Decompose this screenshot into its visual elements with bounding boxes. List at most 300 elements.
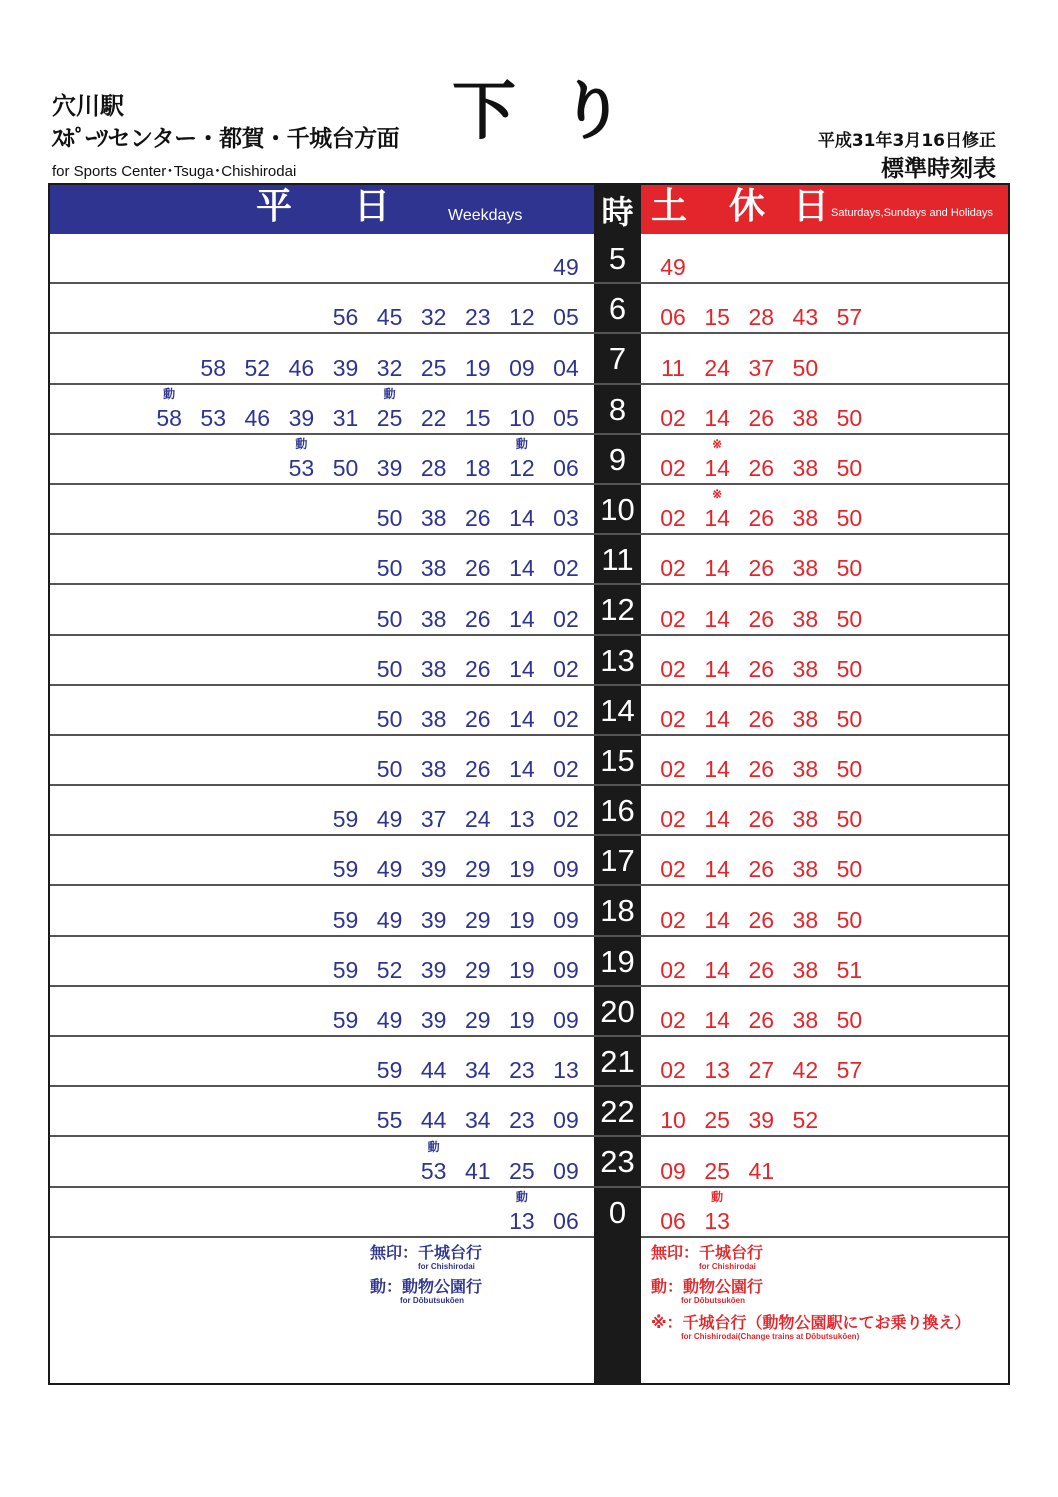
weekday-minute xyxy=(544,1107,588,1133)
minute-value: 02 xyxy=(660,756,686,783)
minute-value: 25 xyxy=(509,1157,535,1184)
minute-value: 09 xyxy=(553,1157,579,1184)
weekday-minute xyxy=(500,1057,544,1083)
holiday-minute xyxy=(739,455,783,481)
holiday-minute xyxy=(783,907,827,933)
minute-value: 09 xyxy=(553,1107,579,1134)
minute-value: 28 xyxy=(420,454,447,481)
weekday-minute xyxy=(500,505,544,531)
holiday-minute xyxy=(739,606,783,632)
holiday-minutes xyxy=(651,254,695,280)
minute-value: 28 xyxy=(748,304,775,331)
minute-value: 26 xyxy=(464,505,491,532)
weekday-minute xyxy=(412,756,456,782)
minute-value: 50 xyxy=(836,555,863,582)
hour-row xyxy=(50,284,1008,334)
minute-value: 52 xyxy=(244,354,271,381)
weekday-minutes xyxy=(323,304,588,330)
holiday-minute xyxy=(739,856,783,882)
minute-value: 50 xyxy=(376,756,403,783)
minute-value: 06 xyxy=(660,304,686,331)
hour-cell: 11 xyxy=(594,535,641,583)
minute-value: 32 xyxy=(420,304,447,331)
holiday-minute xyxy=(827,555,871,581)
weekday-minutes xyxy=(368,505,588,531)
minute-value: 14 xyxy=(704,505,730,532)
holiday-minute xyxy=(651,856,695,882)
minute-value: 26 xyxy=(748,505,775,532)
holiday-minute xyxy=(783,355,827,381)
hour-cell: 10 xyxy=(594,485,641,533)
holiday-minute xyxy=(739,505,783,531)
weekday-minute xyxy=(412,706,456,732)
legend-text: 無印：千城台行 xyxy=(370,1243,483,1262)
weekday-minute xyxy=(368,606,412,632)
holiday-minutes xyxy=(651,355,827,381)
holiday-minute xyxy=(783,806,827,832)
holiday-minute xyxy=(827,706,871,732)
timetable-type: 標準時刻表 xyxy=(881,156,996,182)
holiday-minute xyxy=(739,1158,783,1184)
minute-value: 38 xyxy=(792,605,819,632)
minute-mark: ※ xyxy=(712,436,723,451)
holiday-minute xyxy=(739,555,783,581)
hour-cell: 6 xyxy=(594,284,641,332)
minute-value: 43 xyxy=(792,304,819,331)
minute-value: 51 xyxy=(836,956,863,983)
hour-cell: 15 xyxy=(594,736,641,784)
holiday-minute xyxy=(695,555,739,581)
weekday-minute xyxy=(500,957,544,983)
holiday-minute xyxy=(783,1007,827,1033)
minute-value: 50 xyxy=(836,605,863,632)
minute-value: 37 xyxy=(748,354,775,381)
holiday-minute xyxy=(783,706,827,732)
hour-row xyxy=(50,1037,1008,1087)
minute-value: 50 xyxy=(836,756,863,783)
minute-value: 26 xyxy=(464,555,491,582)
minute-value: 10 xyxy=(509,404,535,431)
minute-value: 59 xyxy=(332,806,359,833)
minute-value: 25 xyxy=(420,354,447,381)
minute-value: 26 xyxy=(748,705,775,732)
minute-mark: 動 xyxy=(427,1139,440,1154)
weekday-minute xyxy=(544,405,588,431)
minute-value: 02 xyxy=(553,806,579,833)
minute-value: 25 xyxy=(704,1157,730,1184)
hour-row xyxy=(50,334,1008,384)
hour-row xyxy=(50,686,1008,736)
minute-value: 24 xyxy=(704,354,730,381)
minute-value: 53 xyxy=(200,404,226,431)
weekday-minute xyxy=(412,405,456,431)
weekday-minutes xyxy=(323,856,588,882)
holiday-minute xyxy=(827,304,871,330)
holiday-minute xyxy=(695,1189,739,1234)
minute-value: 38 xyxy=(420,655,447,682)
weekday-minute xyxy=(323,304,367,330)
minute-value: 09 xyxy=(553,1007,579,1033)
minute-value: 25 xyxy=(704,1107,730,1134)
hour-header: 時 xyxy=(594,185,641,234)
holiday-minute xyxy=(695,856,739,882)
holiday-minute xyxy=(827,806,871,832)
weekday-minutes xyxy=(544,254,588,280)
minute-value: 23 xyxy=(509,1107,535,1134)
minute-value: 50 xyxy=(836,655,863,682)
timetable-rows xyxy=(50,234,1008,1238)
legend-sub: for Chishirodai xyxy=(699,1262,756,1271)
holiday-legend-3 xyxy=(651,1314,971,1342)
weekday-minute xyxy=(500,1189,544,1234)
minute-value: 15 xyxy=(464,404,491,431)
weekday-minute xyxy=(544,505,588,531)
hour-row xyxy=(50,636,1008,686)
holiday-minutes xyxy=(651,555,871,581)
weekday-minute xyxy=(235,405,279,431)
weekday-minute xyxy=(544,1057,588,1083)
minute-value: 42 xyxy=(792,1057,819,1084)
minute-value: 14 xyxy=(509,756,535,783)
weekday-minute xyxy=(544,555,588,581)
holiday-minute xyxy=(827,856,871,882)
hour-row xyxy=(50,1137,1008,1187)
holiday-minutes xyxy=(651,806,871,832)
weekday-minute xyxy=(500,806,544,832)
minute-value: 31 xyxy=(332,404,359,431)
minute-value: 02 xyxy=(553,705,579,732)
weekday-minute xyxy=(412,1107,456,1133)
minute-value: 02 xyxy=(660,806,686,833)
holiday-minute xyxy=(827,455,871,481)
holiday-minute xyxy=(827,907,871,933)
minute-value: 26 xyxy=(464,605,491,632)
weekday-minute xyxy=(456,1007,500,1033)
weekday-minute xyxy=(368,907,412,933)
holiday-minute xyxy=(651,907,695,933)
minute-value: 50 xyxy=(836,1007,863,1033)
weekday-minute xyxy=(412,806,456,832)
minute-value: 53 xyxy=(288,454,315,481)
minute-value: 14 xyxy=(704,956,730,983)
minute-value: 27 xyxy=(748,1057,775,1084)
weekday-minute xyxy=(544,1158,588,1184)
minute-value: 38 xyxy=(792,956,819,983)
holiday-minute xyxy=(739,806,783,832)
minute-value: 50 xyxy=(376,555,403,582)
weekday-minute xyxy=(456,555,500,581)
minute-value: 19 xyxy=(509,906,535,933)
weekday-minutes xyxy=(368,656,588,682)
weekday-minutes xyxy=(368,756,588,782)
weekday-minute xyxy=(368,1057,412,1083)
minute-value: 55 xyxy=(376,1107,403,1134)
holiday-minute xyxy=(739,907,783,933)
holiday-minute xyxy=(695,1107,739,1133)
minute-value: 34 xyxy=(464,1057,491,1084)
weekday-minutes xyxy=(147,386,588,431)
minute-value: 11 xyxy=(661,354,685,381)
station-name: 穴川駅 xyxy=(52,92,124,120)
minute-value: 13 xyxy=(509,806,535,833)
minute-value: 50 xyxy=(836,906,863,933)
minute-value: 59 xyxy=(376,1057,403,1084)
minute-value: 32 xyxy=(376,354,403,381)
minute-value: 50 xyxy=(836,806,863,833)
weekday-minutes xyxy=(323,957,588,983)
legend-text: 動：動物公園行 xyxy=(651,1277,764,1296)
minute-value: 26 xyxy=(748,454,775,481)
holiday-minutes xyxy=(651,756,871,782)
minute-value: 38 xyxy=(792,404,819,431)
hour-row xyxy=(50,1087,1008,1137)
hour-cell: 0 xyxy=(594,1188,641,1236)
weekday-minutes xyxy=(500,1189,588,1234)
minute-value: 14 xyxy=(509,555,535,582)
minute-value: 26 xyxy=(748,1007,775,1033)
weekday-minute xyxy=(500,606,544,632)
minute-value: 38 xyxy=(792,505,819,532)
holiday-minutes xyxy=(651,1158,783,1184)
weekday-minute xyxy=(368,1007,412,1033)
hour-row xyxy=(50,736,1008,786)
minute-value: 25 xyxy=(376,404,403,431)
weekday-minute xyxy=(456,856,500,882)
minute-value: 29 xyxy=(464,1007,491,1033)
weekday-minute xyxy=(500,1007,544,1033)
holiday-minutes xyxy=(651,1107,827,1133)
holiday-minute xyxy=(783,756,827,782)
minute-value: 02 xyxy=(660,555,686,582)
weekday-minute xyxy=(368,1107,412,1133)
minute-mark: 動 xyxy=(383,386,396,401)
minute-value: 52 xyxy=(376,956,403,983)
weekday-header-char-2: 日 xyxy=(354,186,391,227)
holiday-minute xyxy=(651,606,695,632)
minute-value: 03 xyxy=(553,505,579,532)
minute-value: 38 xyxy=(792,806,819,833)
weekday-header-char-1: 平 xyxy=(256,186,293,227)
holiday-minute xyxy=(739,656,783,682)
holiday-minute xyxy=(695,706,739,732)
weekday-minute xyxy=(544,1007,588,1033)
hour-cell: 21 xyxy=(594,1037,641,1085)
minute-value: 26 xyxy=(464,655,491,682)
minute-value: 14 xyxy=(704,605,730,632)
holiday-minute xyxy=(695,487,739,532)
weekday-minute xyxy=(500,304,544,330)
weekday-minute xyxy=(368,505,412,531)
minute-value: 02 xyxy=(660,655,686,682)
minute-value: 38 xyxy=(420,505,447,532)
holiday-minute xyxy=(827,405,871,431)
weekday-minute xyxy=(412,1139,456,1184)
minute-value: 39 xyxy=(748,1107,775,1134)
holiday-minute xyxy=(827,756,871,782)
minute-value: 02 xyxy=(660,404,686,431)
holiday-header xyxy=(641,185,1008,234)
holiday-minute xyxy=(783,606,827,632)
minute-value: 02 xyxy=(553,605,579,632)
holiday-minute xyxy=(783,856,827,882)
destination-label-en: for Sports Center･Tsuga･Chishirodai xyxy=(52,163,297,180)
legend-sub: for Chishirodai(Change trains at Dōbutsukōen) xyxy=(681,1332,860,1341)
holiday-minute xyxy=(827,606,871,632)
minute-value: 02 xyxy=(660,705,686,732)
minute-value: 49 xyxy=(376,1007,403,1033)
minute-value: 50 xyxy=(836,404,863,431)
holiday-minute xyxy=(651,1057,695,1083)
weekday-minute xyxy=(368,386,412,431)
weekday-minute xyxy=(500,706,544,732)
weekday-minutes xyxy=(368,606,588,632)
weekday-minute xyxy=(368,355,412,381)
weekday-minute xyxy=(544,355,588,381)
holiday-minute xyxy=(651,405,695,431)
holiday-minute xyxy=(783,1057,827,1083)
minute-value: 19 xyxy=(464,354,491,381)
weekday-minute xyxy=(500,405,544,431)
revision-date: 平成31年3月16日修正 xyxy=(817,131,996,151)
weekday-minute xyxy=(147,386,191,431)
weekday-minute xyxy=(456,505,500,531)
hour-column-filler xyxy=(594,1236,641,1383)
minute-value: 26 xyxy=(748,806,775,833)
minute-value: 37 xyxy=(420,806,447,833)
weekday-minute xyxy=(456,806,500,832)
minute-value: 26 xyxy=(748,404,775,431)
holiday-minute xyxy=(651,656,695,682)
holiday-minute xyxy=(739,1007,783,1033)
weekday-minutes xyxy=(368,1107,588,1133)
minute-value: 02 xyxy=(553,756,579,783)
minute-mark: 動 xyxy=(711,1189,724,1204)
minute-value: 50 xyxy=(836,705,863,732)
holiday-legend-2 xyxy=(651,1278,763,1306)
weekday-minutes xyxy=(412,1139,588,1184)
weekday-minute xyxy=(544,1208,588,1234)
hour-cell: 22 xyxy=(594,1087,641,1135)
minute-value: 26 xyxy=(464,756,491,783)
weekday-minute xyxy=(544,957,588,983)
weekday-minute xyxy=(456,405,500,431)
minute-value: 39 xyxy=(420,956,447,983)
holiday-minute xyxy=(783,505,827,531)
weekday-minute xyxy=(279,355,323,381)
holiday-minute xyxy=(695,806,739,832)
holiday-legend-1 xyxy=(651,1244,763,1272)
weekday-minute xyxy=(323,856,367,882)
weekday-minutes xyxy=(323,806,588,832)
holiday-minute xyxy=(651,1107,695,1133)
minute-value: 26 xyxy=(748,956,775,983)
minute-value: 14 xyxy=(704,1007,730,1033)
minute-value: 53 xyxy=(420,1157,447,1184)
holiday-minute xyxy=(783,656,827,682)
holiday-minute xyxy=(651,756,695,782)
holiday-minute xyxy=(651,254,695,280)
weekday-minute xyxy=(412,856,456,882)
holiday-header-char-2: 休 xyxy=(729,186,766,227)
holiday-minute xyxy=(783,455,827,481)
weekday-minute xyxy=(412,355,456,381)
hour-row xyxy=(50,435,1008,485)
minute-mark: 動 xyxy=(515,436,528,451)
minute-value: 29 xyxy=(464,856,491,883)
weekday-minute xyxy=(456,1107,500,1133)
weekday-minute xyxy=(456,957,500,983)
minute-value: 26 xyxy=(748,655,775,682)
minute-value: 02 xyxy=(660,1057,686,1084)
weekday-minute xyxy=(544,856,588,882)
holiday-minutes xyxy=(651,405,871,431)
weekday-minute xyxy=(456,756,500,782)
holiday-minute xyxy=(695,756,739,782)
holiday-minutes xyxy=(651,1007,871,1033)
holiday-minutes xyxy=(651,1057,871,1083)
minute-value: 09 xyxy=(553,956,579,983)
weekday-minute xyxy=(544,706,588,732)
weekday-minute xyxy=(323,405,367,431)
weekday-minute xyxy=(412,1057,456,1083)
holiday-minute xyxy=(695,405,739,431)
minute-value: 13 xyxy=(553,1057,579,1084)
minute-value: 09 xyxy=(553,856,579,883)
minute-value: 14 xyxy=(509,655,535,682)
minute-value: 26 xyxy=(748,756,775,783)
hour-row xyxy=(50,886,1008,936)
minute-value: 12 xyxy=(509,304,535,331)
minute-value: 38 xyxy=(420,756,447,783)
minute-value: 49 xyxy=(660,254,686,281)
minute-value: 39 xyxy=(420,1007,447,1033)
minute-value: 59 xyxy=(332,856,359,883)
minute-value: 22 xyxy=(420,404,447,431)
weekday-minute xyxy=(500,555,544,581)
minute-value: 26 xyxy=(748,555,775,582)
hour-cell: 16 xyxy=(594,786,641,834)
holiday-minute xyxy=(739,1107,783,1133)
minute-value: 39 xyxy=(420,856,447,883)
hour-row xyxy=(50,385,1008,435)
minute-value: 38 xyxy=(420,605,447,632)
minute-value: 38 xyxy=(792,705,819,732)
minute-value: 14 xyxy=(704,454,730,481)
minute-value: 56 xyxy=(332,304,359,331)
holiday-minute xyxy=(695,355,739,381)
minute-value: 02 xyxy=(660,605,686,632)
hour-cell: 8 xyxy=(594,385,641,433)
legend-sub: for Chishirodai xyxy=(418,1262,475,1271)
holiday-minutes xyxy=(651,856,871,882)
minute-value: 26 xyxy=(748,856,775,883)
minute-value: 19 xyxy=(509,856,535,883)
minute-value: 23 xyxy=(509,1057,535,1084)
minute-value: 12 xyxy=(509,454,535,481)
minute-value: 38 xyxy=(792,906,819,933)
minute-value: 13 xyxy=(704,1207,730,1234)
holiday-minute xyxy=(827,957,871,983)
minute-value: 05 xyxy=(553,404,579,431)
weekday-minute xyxy=(544,606,588,632)
minute-value: 14 xyxy=(704,806,730,833)
minute-value: 45 xyxy=(376,304,403,331)
minute-value: 09 xyxy=(660,1157,686,1184)
minute-mark: ※ xyxy=(712,487,723,502)
hour-row xyxy=(50,485,1008,535)
minute-value: 38 xyxy=(420,555,447,582)
minute-value: 49 xyxy=(376,906,403,933)
